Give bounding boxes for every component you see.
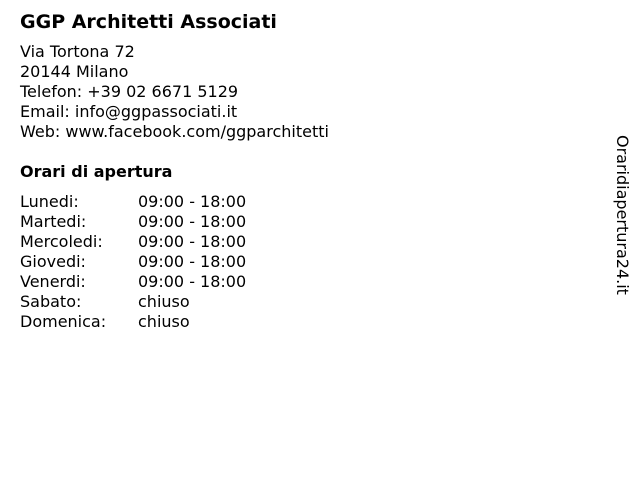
hours-row-saturday xyxy=(20,292,246,312)
address-city: 20144 Milano xyxy=(20,62,129,81)
business-name: GGP Architetti Associati xyxy=(20,11,277,33)
phone-line: Telefon: +39 02 6671 5129 xyxy=(20,82,239,101)
day-label: Martedi: xyxy=(20,212,87,231)
day-label: Venerdi: xyxy=(20,272,86,291)
hours-value: chiuso xyxy=(138,312,190,331)
hours-value: chiuso xyxy=(138,292,190,311)
opening-hours-table xyxy=(20,192,246,332)
hours-value: 09:00 - 18:00 xyxy=(138,212,247,231)
hours-value: 09:00 - 18:00 xyxy=(138,272,247,291)
hours-row-sunday xyxy=(20,312,246,332)
hours-value: 09:00 - 18:00 xyxy=(138,192,247,211)
hours-row-thursday xyxy=(20,252,246,272)
hours-value: 09:00 - 18:00 xyxy=(138,252,247,271)
day-label: Giovedi: xyxy=(20,252,86,271)
email-line: Email: info@ggpassociati.it xyxy=(20,102,238,121)
day-label: Domenica: xyxy=(20,312,107,331)
website-line: Web: www.facebook.com/ggparchitetti xyxy=(20,122,329,141)
day-label: Mercoledi: xyxy=(20,232,103,251)
business-card xyxy=(20,10,580,332)
hours-row-wednesday xyxy=(20,232,246,252)
hours-row-tuesday xyxy=(20,212,246,232)
day-label: Lunedi: xyxy=(20,192,79,211)
address-street: Via Tortona 72 xyxy=(20,42,135,61)
hours-value: 09:00 - 18:00 xyxy=(138,232,247,251)
opening-hours-title: Orari di apertura xyxy=(20,162,173,181)
hours-row-monday xyxy=(20,192,246,212)
hours-row-friday xyxy=(20,272,246,292)
site-watermark: Oraridiapertura24.it xyxy=(613,135,632,295)
day-label: Sabato: xyxy=(20,292,82,311)
